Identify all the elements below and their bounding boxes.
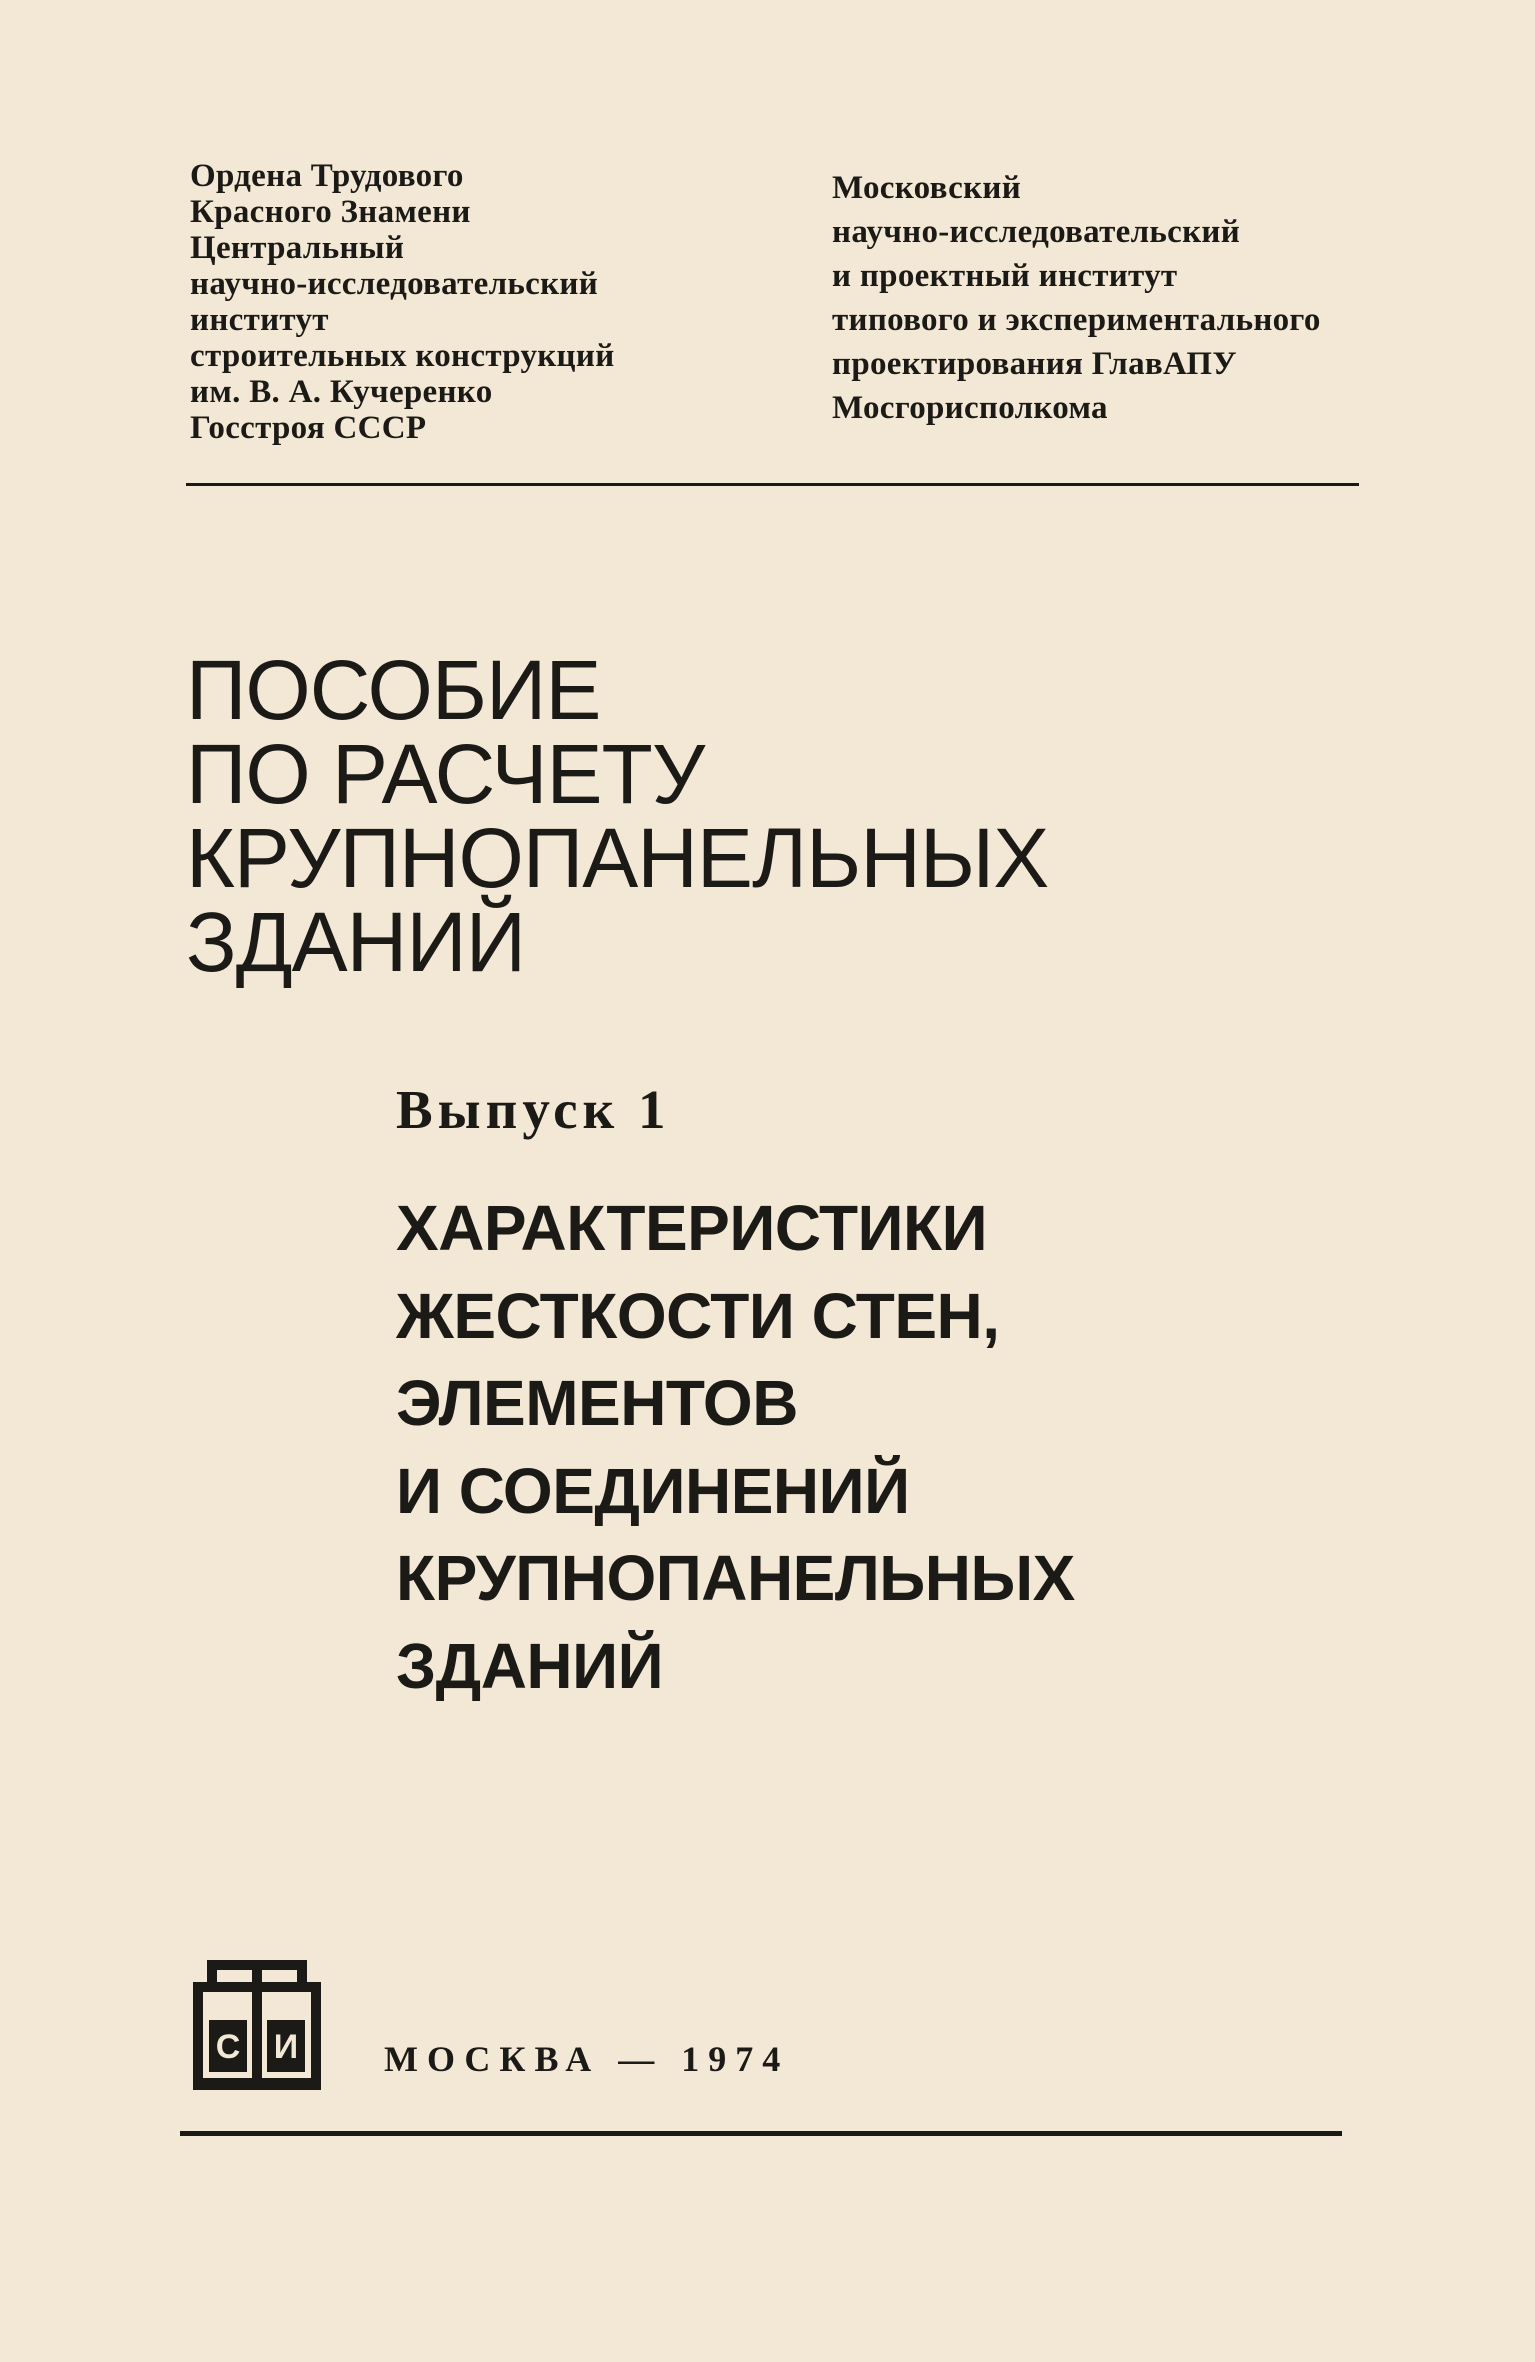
title-line: ПОСОБИЕ xyxy=(186,643,601,737)
left-org-line: Ордена Трудового xyxy=(190,158,464,194)
footer-divider xyxy=(180,2131,1342,2136)
book-title xyxy=(186,643,1049,989)
subtitle-line: ЗДАНИЙ xyxy=(396,1629,664,1702)
left-org-line: институт xyxy=(190,302,329,338)
left-org-line: Красного Знамени xyxy=(190,194,471,230)
right-org-line: Мосгорисполкома xyxy=(832,390,1108,426)
left-org-line: Госстроя СССР xyxy=(190,410,427,446)
right-org-line: и проектный институт xyxy=(832,258,1178,294)
logo-letter-s: С xyxy=(215,2028,241,2066)
right-org-line: Московский xyxy=(832,170,1022,206)
subtitle-line: И СОЕДИНЕНИЙ xyxy=(396,1454,910,1527)
logo-letter-i: И xyxy=(273,2028,299,2066)
title-line: КРУПНОПАНЕЛЬНЫХ xyxy=(186,811,1049,905)
subtitle-line: ЭЛЕМЕНТОВ xyxy=(396,1367,798,1439)
header-divider xyxy=(186,483,1359,486)
left-org-line: им. В. А. Кучеренко xyxy=(190,374,493,410)
left-org-line: научно-исследовательский xyxy=(190,266,599,302)
left-org-line: строительных конструкций xyxy=(190,338,615,374)
subtitle-line: ХАРАКТЕРИСТИКИ xyxy=(396,1192,988,1264)
subtitle-line: КРУПНОПАНЕЛЬНЫХ xyxy=(396,1542,1075,1614)
right-org-line: проектирования ГлавАПУ xyxy=(832,346,1237,382)
right-org-line: научно-исследовательский xyxy=(832,214,1241,250)
title-line: ПО РАСЧЕТУ xyxy=(186,727,705,821)
subtitle-line: ЖЕСТКОСТИ СТЕН, xyxy=(396,1279,1000,1352)
book-subtitle xyxy=(396,1185,1075,1710)
stroyizdat-logo-icon xyxy=(193,1960,321,2090)
imprint-city-year: МОСКВА — 1974 xyxy=(384,2039,790,2079)
left-organization-block xyxy=(190,158,615,446)
left-org-line: Центральный xyxy=(190,230,405,266)
title-line: ЗДАНИЙ xyxy=(186,895,526,989)
issue-label: Выпуск 1 xyxy=(396,1079,671,1140)
right-organization-block xyxy=(832,166,1321,430)
right-org-line: типового и экспериментального xyxy=(832,302,1321,338)
